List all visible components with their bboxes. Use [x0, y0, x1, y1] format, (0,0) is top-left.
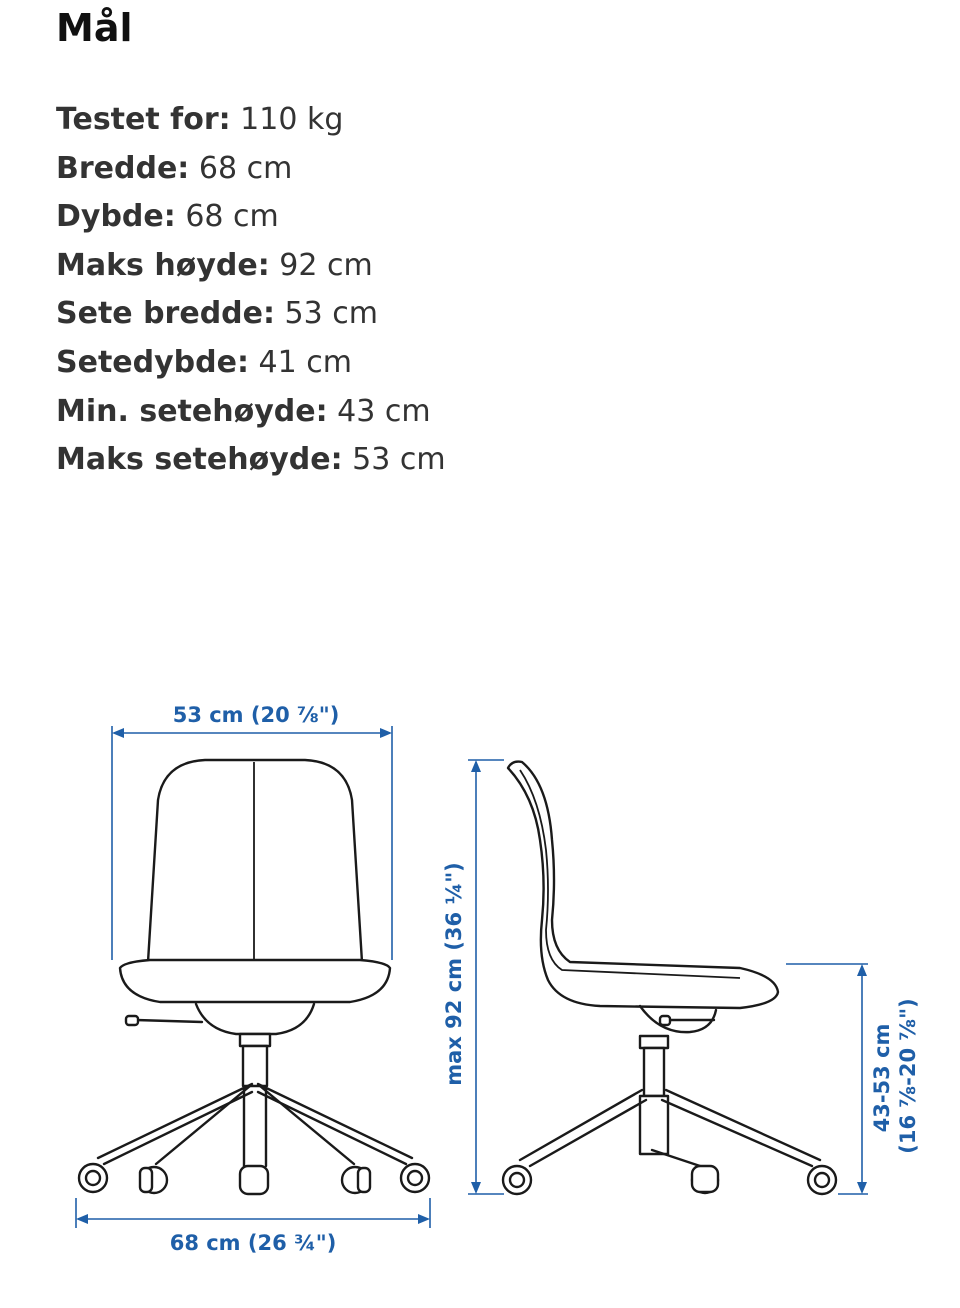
spec-value: 53 cm: [284, 296, 378, 332]
spec-max-height: [56, 242, 446, 291]
chair-side-view: [503, 762, 836, 1194]
spec-value: 68 cm: [198, 150, 293, 186]
spec-min-seat-height: [56, 388, 446, 437]
spec-label: Testet for:: [56, 102, 231, 137]
dimension-diagram: [0, 680, 960, 1300]
spec-label: Maks setehøyde:: [56, 442, 343, 478]
spec-seat-width: [56, 290, 446, 339]
spec-list: [56, 96, 446, 485]
spec-seat-depth: [56, 339, 446, 388]
spec-label: Maks høyde:: [56, 247, 270, 283]
seat-width-label: 53 cm (20 ⅞"): [172, 703, 340, 727]
seat-height-label-line2: (16 ⅞-20 ⅞"): [896, 998, 920, 1154]
spec-tested-for: [56, 96, 446, 145]
spec-value: 68 cm: [185, 199, 279, 235]
spec-label: Setedybde:: [56, 344, 249, 380]
spec-label: Dybde:: [56, 199, 176, 235]
spec-label: Sete bredde:: [56, 296, 275, 332]
spec-value: 41 cm: [258, 344, 352, 380]
spec-label: Min. setehøyde:: [56, 393, 328, 429]
spec-depth: [56, 193, 446, 242]
seat-height-label-line1: 43-53 cm: [870, 1023, 894, 1133]
base-width-dimension: [76, 1198, 430, 1255]
spec-value: 43 cm: [337, 393, 431, 429]
spec-label: Bredde:: [56, 150, 190, 186]
spec-value: 92 cm: [279, 247, 373, 283]
spec-max-seat-height: [56, 436, 446, 485]
page-title: Mål: [56, 6, 133, 50]
spec-width: [56, 145, 446, 194]
base-width-label: 68 cm (26 ¾"): [169, 1231, 337, 1255]
max-height-dimension: [442, 760, 504, 1194]
seat-height-dimension: [786, 964, 920, 1194]
spec-value: 53 cm: [352, 442, 446, 478]
seat-width-dimension: [112, 703, 392, 960]
chair-front-view: [79, 760, 429, 1194]
max-height-label: max 92 cm (36 ¼"): [442, 862, 466, 1086]
spec-value: 110 kg: [240, 102, 344, 137]
